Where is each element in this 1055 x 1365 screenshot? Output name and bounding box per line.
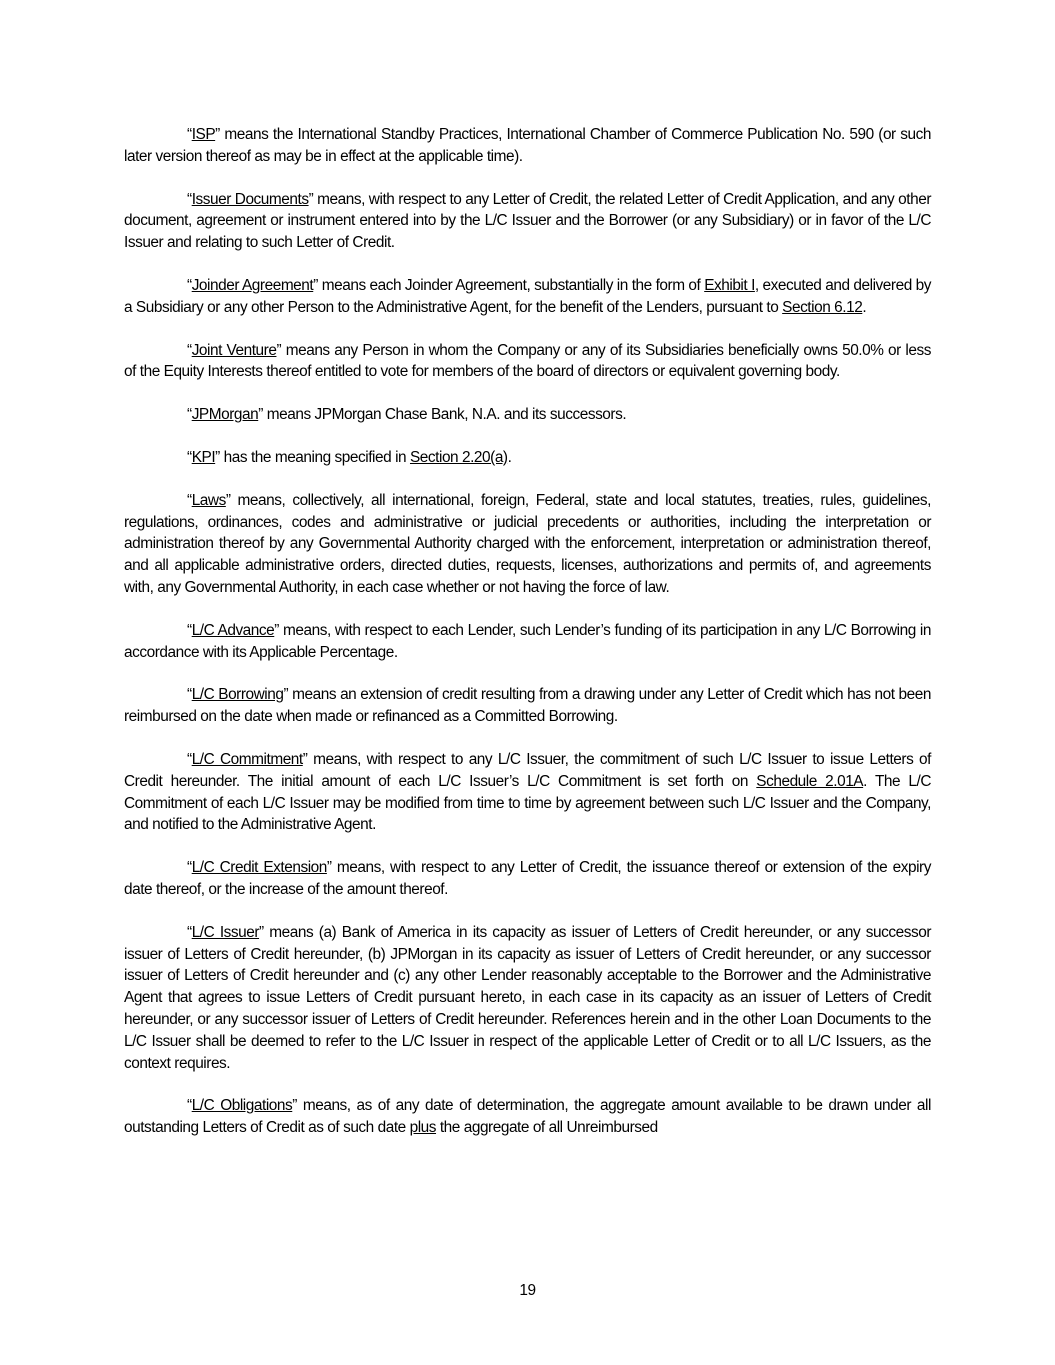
definition-text: . <box>862 298 867 316</box>
definition-text: means each Joinder Agreement, substantially in the form of <box>317 276 705 294</box>
definition-joint-venture: “Joint Venture” means any Person in whom the Company or any of its Subsidiaries beneficially owns 50.0% or less of the Equity Interests thereof entitled to vote for members of the board of directors or equivalent governing body. <box>124 341 932 381</box>
definition-lc-credit-extension: “L/C Credit Extension” means, with respect to any Letter of Credit, the issuance thereof or extension of the expiry date thereof, or the increase of the amount thereof. <box>124 859 931 898</box>
definition-text: means the International Standby Practices, International Chamber of Commerce Publication No. 590 (or such later version thereof as may be in effect at the applicable time). <box>124 126 931 165</box>
defined-term: ISP <box>191 126 216 143</box>
definition-text: means, with respect to any Letter of Credit, the related Letter of Credit Application, and any other document, agreement or instrument entered into by the L/C Issuer and the Borrower (or any Subsidiary) or in favor of the L/C Issuer and relating to such Letter of Credit. <box>124 190 931 252</box>
definition-laws: “Laws” means, collectively, all international, foreign, Federal, state and local statutes, treaties, rules, guidelines, regulations, ordinances, codes and administrative or judicial precedents or authorities, including the interpretation or administration thereof by any Governmental Authority charged with the enforcement, interpretation or administration thereof, and all applicable administrative orders, directed duties, requests, licenses, authorizations and permits of, and agreements with, any Governmental Authority, in each case whether or not having the force of law. <box>124 491 931 596</box>
defined-term: KPI <box>191 448 216 466</box>
definition-text: means, with respect to any Letter of Credit, the issuance thereof or extension of the expiry date thereof, or the increase of the amount thereof. <box>124 859 931 898</box>
definition-lc-borrowing: “L/C Borrowing” means an extension of credit resulting from a drawing under any Letter of Credit which has not been reimbursed on the date when made or refinanced as a Committed Borrowing. <box>124 686 931 726</box>
defined-term: Joinder Agreement <box>191 276 314 294</box>
emphasis-plus: plus <box>409 1119 437 1137</box>
definition-lc-advance: “L/C Advance” means, with respect to each Lender, such Lender’s funding of its participation in any L/C Borrowing in accordance with its Applicable Percentage. <box>124 621 931 661</box>
defined-term: L/C Obligations <box>191 1097 293 1115</box>
definition-text: means, with respect to each Lender, such Lender’s funding of its participation in any L/C Borrowing in accordance with its Applicable Percentage. <box>124 621 931 661</box>
definition-text: , executed and delivered by a Subsidiary or any other Person to the Administrative Agent, for the benefit of the Lenders, pursuant to <box>124 276 931 316</box>
defined-term: L/C Advance <box>191 621 275 639</box>
section-reference: Section 6.12 <box>782 298 863 316</box>
definition-text: . The L/C Commitment of each L/C Issuer may be modified from time to time by agreement between such L/C Issuer and the Company, and notified to the Administrative Agent. <box>124 772 931 834</box>
defined-term: JPMorgan <box>191 406 259 424</box>
definitions-body <box>124 124 931 1160</box>
definition-text: means JPMorgan Chase Bank, N.A. and its successors. <box>262 406 627 424</box>
definition-text: means any Person in whom the Company or any of its Subsidiaries beneficially owns 50.0% or less of the Equity Interests thereof entitled to vote for members of the board of directors or equivalent governing body. <box>124 341 932 381</box>
definition-text: means, as of any date of determination, the aggregate amount available to be drawn under all outstanding Letters of Credit as of such date <box>124 1097 931 1137</box>
definition-lc-issuer: “L/C Issuer” means (a) Bank of America in its capacity as issuer of Letters of Credit hereunder, or any successor issuer of Letters of Credit hereunder, (b) JPMorgan in its capacity as issuer of Letters of Credit hereunder, or any successor issuer of Letters of Credit hereunder and (c) any other Lender reasonably acceptable to the Borrower and the Administrative Agent that agrees to issue Letters of Credit pursuant hereto, in each case in its capacity as an issuer of Letters of Credit hereunder, or any successor issuer of Letters of Credit hereunder. References herein and in the other Loan Documents to the L/C Issuer shall be deemed to refer to the L/C Issuer in respect of the applicable Letter of Credit or to all L/C Issuers, as the context requires. <box>124 923 931 1072</box>
definition-text: means, collectively, all international, foreign, Federal, state and local statutes, treaties, rules, guidelines, regulations, ordinances, codes and administrative or judicial precedents or authorities, including the interpretation or administration thereof by any Governmental Authority charged with the enforcement, interpretation or administration thereof, and all applicable administrative orders, directed duties, requests, licenses, authorizations and permits of, and agreements with, any Governmental Authority, in each case whether or not having the force of law. <box>124 491 931 596</box>
defined-term: L/C Issuer <box>191 923 260 941</box>
definition-text: the aggregate of all Unreimbursed <box>436 1119 658 1137</box>
defined-term: L/C Credit Extension <box>191 859 327 877</box>
definition-kpi: “KPI” has the meaning specified in Section 2.20(a). <box>187 448 512 466</box>
definition-text: means an extension of credit resulting from a drawing under any Letter of Credit which has not been reimbursed on the date when made or refinanced as a Committed Borrowing. <box>124 686 931 726</box>
defined-term: Laws <box>191 491 226 509</box>
definition-joinder-agreement: “Joinder Agreement” means each Joinder Agreement, substantially in the form of Exhibit I, executed and delivered by a Subsidiary or any other Person to the Administrative Agent, for the benefit of the Lenders, pursuant to Section 6.12. <box>124 276 931 316</box>
definition-isp: “ISP” means the International Standby Practices, International Chamber of Commerce Publication No. 590 (or such later version thereof as may be in effect at the applicable time). <box>124 126 931 165</box>
definition-text: . <box>507 448 512 466</box>
exhibit-reference: Exhibit I <box>704 276 755 294</box>
page-number: 19 <box>519 1282 536 1299</box>
definition-text: has the meaning specified in <box>219 448 410 466</box>
definition-text: means (a) Bank of America in its capacity as issuer of Letters of Credit hereunder, or any successor issuer of Letters of Credit hereunder, (b) JPMorgan in its capacity as issuer of Letters of Credit hereunder, or any successor issuer of Letters of Credit hereunder and (c) any other Lender reasonably acceptable to the Borrower and the Administrative Agent that agrees to issue Letters of Credit pursuant hereto, in each case in its capacity as an issuer of Letters of Credit hereunder, or any successor issuer of Letters of Credit hereunder. References herein and in the other Loan Documents to the L/C Issuer shall be deemed to refer to the L/C Issuer in respect of the applicable Letter of Credit or to all L/C Issuers, as the context requires. <box>124 923 931 1072</box>
definition-jpmorgan: “JPMorgan” means JPMorgan Chase Bank, N.A. and its successors. <box>187 406 627 424</box>
definition-text: means, with respect to any L/C Issuer, the commitment of such L/C Issuer to issue Letters of Credit hereunder. The initial amount of each L/C Issuer’s L/C Commitment is set forth on <box>124 750 931 790</box>
defined-term: L/C Commitment <box>191 750 303 768</box>
defined-term: Issuer Documents <box>191 190 309 208</box>
section-reference: Section 2.20(a) <box>409 448 508 466</box>
definition-issuer-documents: “Issuer Documents” means, with respect to any Letter of Credit, the related Letter of Credit Application, and any other document, agreement or instrument entered into by the L/C Issuer and the Borrower (or any Subsidiary) or in favor of the L/C Issuer and relating to such Letter of Credit. <box>124 190 931 252</box>
definition-lc-commitment: “L/C Commitment” means, with respect to any L/C Issuer, the commitment of such L/C Issuer to issue Letters of Credit hereunder. The initial amount of each L/C Issuer’s L/C Commitment is set forth on Schedule 2.01A. The L/C Commitment of each L/C Issuer may be modified from time to time by agreement between such L/C Issuer and the Company, and notified to the Administrative Agent. <box>124 750 931 834</box>
defined-term: Joint Venture <box>191 341 277 359</box>
definition-lc-obligations: “L/C Obligations” means, as of any date of determination, the aggregate amount available to be drawn under all outstanding Letters of Credit as of such date plus the aggregate of all Unreimbursed <box>124 1097 931 1137</box>
schedule-reference: Schedule 2.01A <box>756 772 864 790</box>
defined-term: L/C Borrowing <box>191 686 284 704</box>
